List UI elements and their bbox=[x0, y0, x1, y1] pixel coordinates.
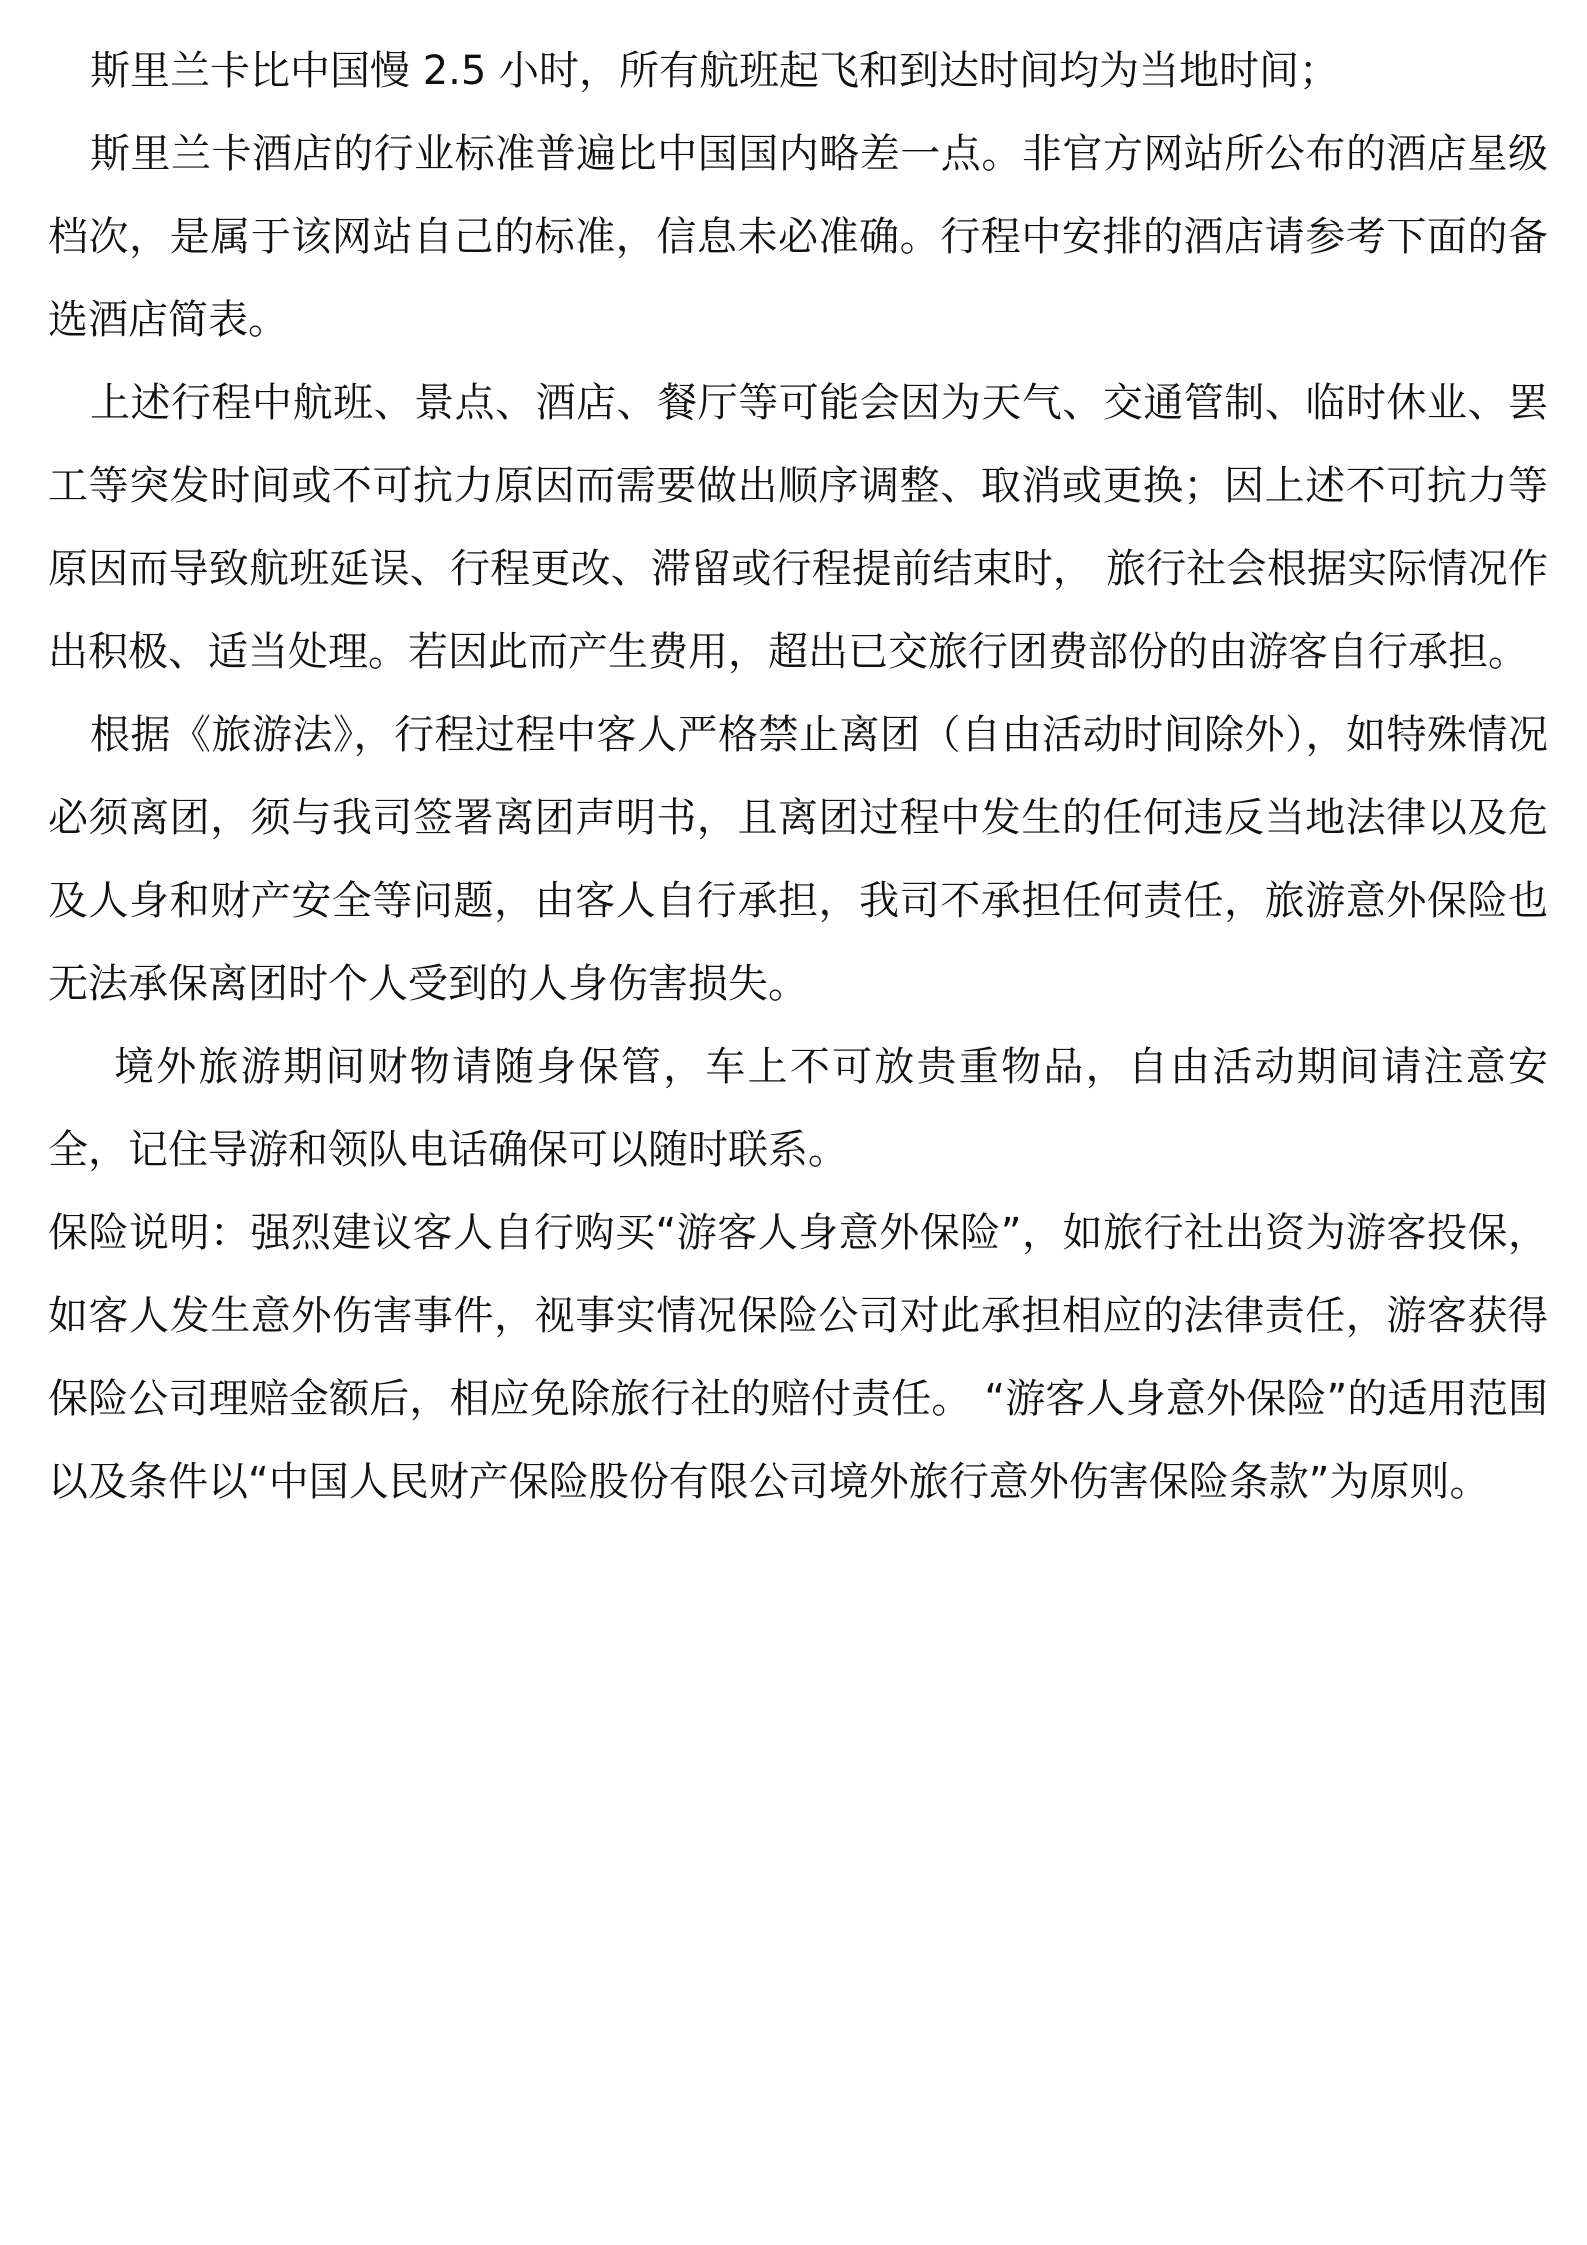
paragraph-time-difference: 斯里兰卡比中国慢 2.5 小时，所有航班起飞和到达时间均为当地时间； bbox=[90, 48, 1340, 94]
paragraph-hotel-standards: 斯里兰卡酒店的行业标准普遍比中国国内略差一点。非官方网站所公布的酒店星级档次，是属于该网站自己的标准，信息未必准确。行程中安排的酒店请参考下面的备选酒店简表。 bbox=[48, 131, 1548, 343]
paragraph-insurance: 保险说明：强烈建议客人自行购买“游客人身意外保险”，如旅行社出资为游客投保，如客人发生意外伤害事件，视事实情况保险公司对此承担相应的法律责任，游客获得保险公司理赔金额后，相应免除旅行社的赔付责任。 “游客人身意外保险”的适用范围以及条件以“中国人民财产保险股份有限公司境外旅行意外伤害保险条款”为原则。 bbox=[48, 1210, 1548, 1505]
document-body bbox=[48, 30, 1548, 1524]
paragraph-safety: 境外旅游期间财物请随身保管，车上不可放贵重物品，自由活动期间请注意安全，记住导游和领队电话确保可以随时联系。 bbox=[48, 1044, 1548, 1173]
paragraph-tourism-law: 根据《旅游法》，行程过程中客人严格禁止离团（自由活动时间除外），如特殊情况必须离团，须与我司签署离团声明书，且离团过程中发生的任何违反当地法律以及危及人身和财产安全等问题，由客人自行承担，我司不承担任何责任，旅游意外保险也无法承保离团时个人受到的人身伤害损失。 bbox=[48, 712, 1548, 1007]
paragraph-itinerary-changes: 上述行程中航班、景点、酒店、餐厅等可能会因为天气、交通管制、临时休业、罢工等突发时间或不可抗力原因而需要做出顺序调整、取消或更换；因上述不可抗力等原因而导致航班延误、行程更改、滞留或行程提前结束时， 旅行社会根据实际情况作出积极、适当处理。若因此而产生费用，超出已交旅行团费部份的由游客自行承担。 bbox=[48, 380, 1548, 675]
